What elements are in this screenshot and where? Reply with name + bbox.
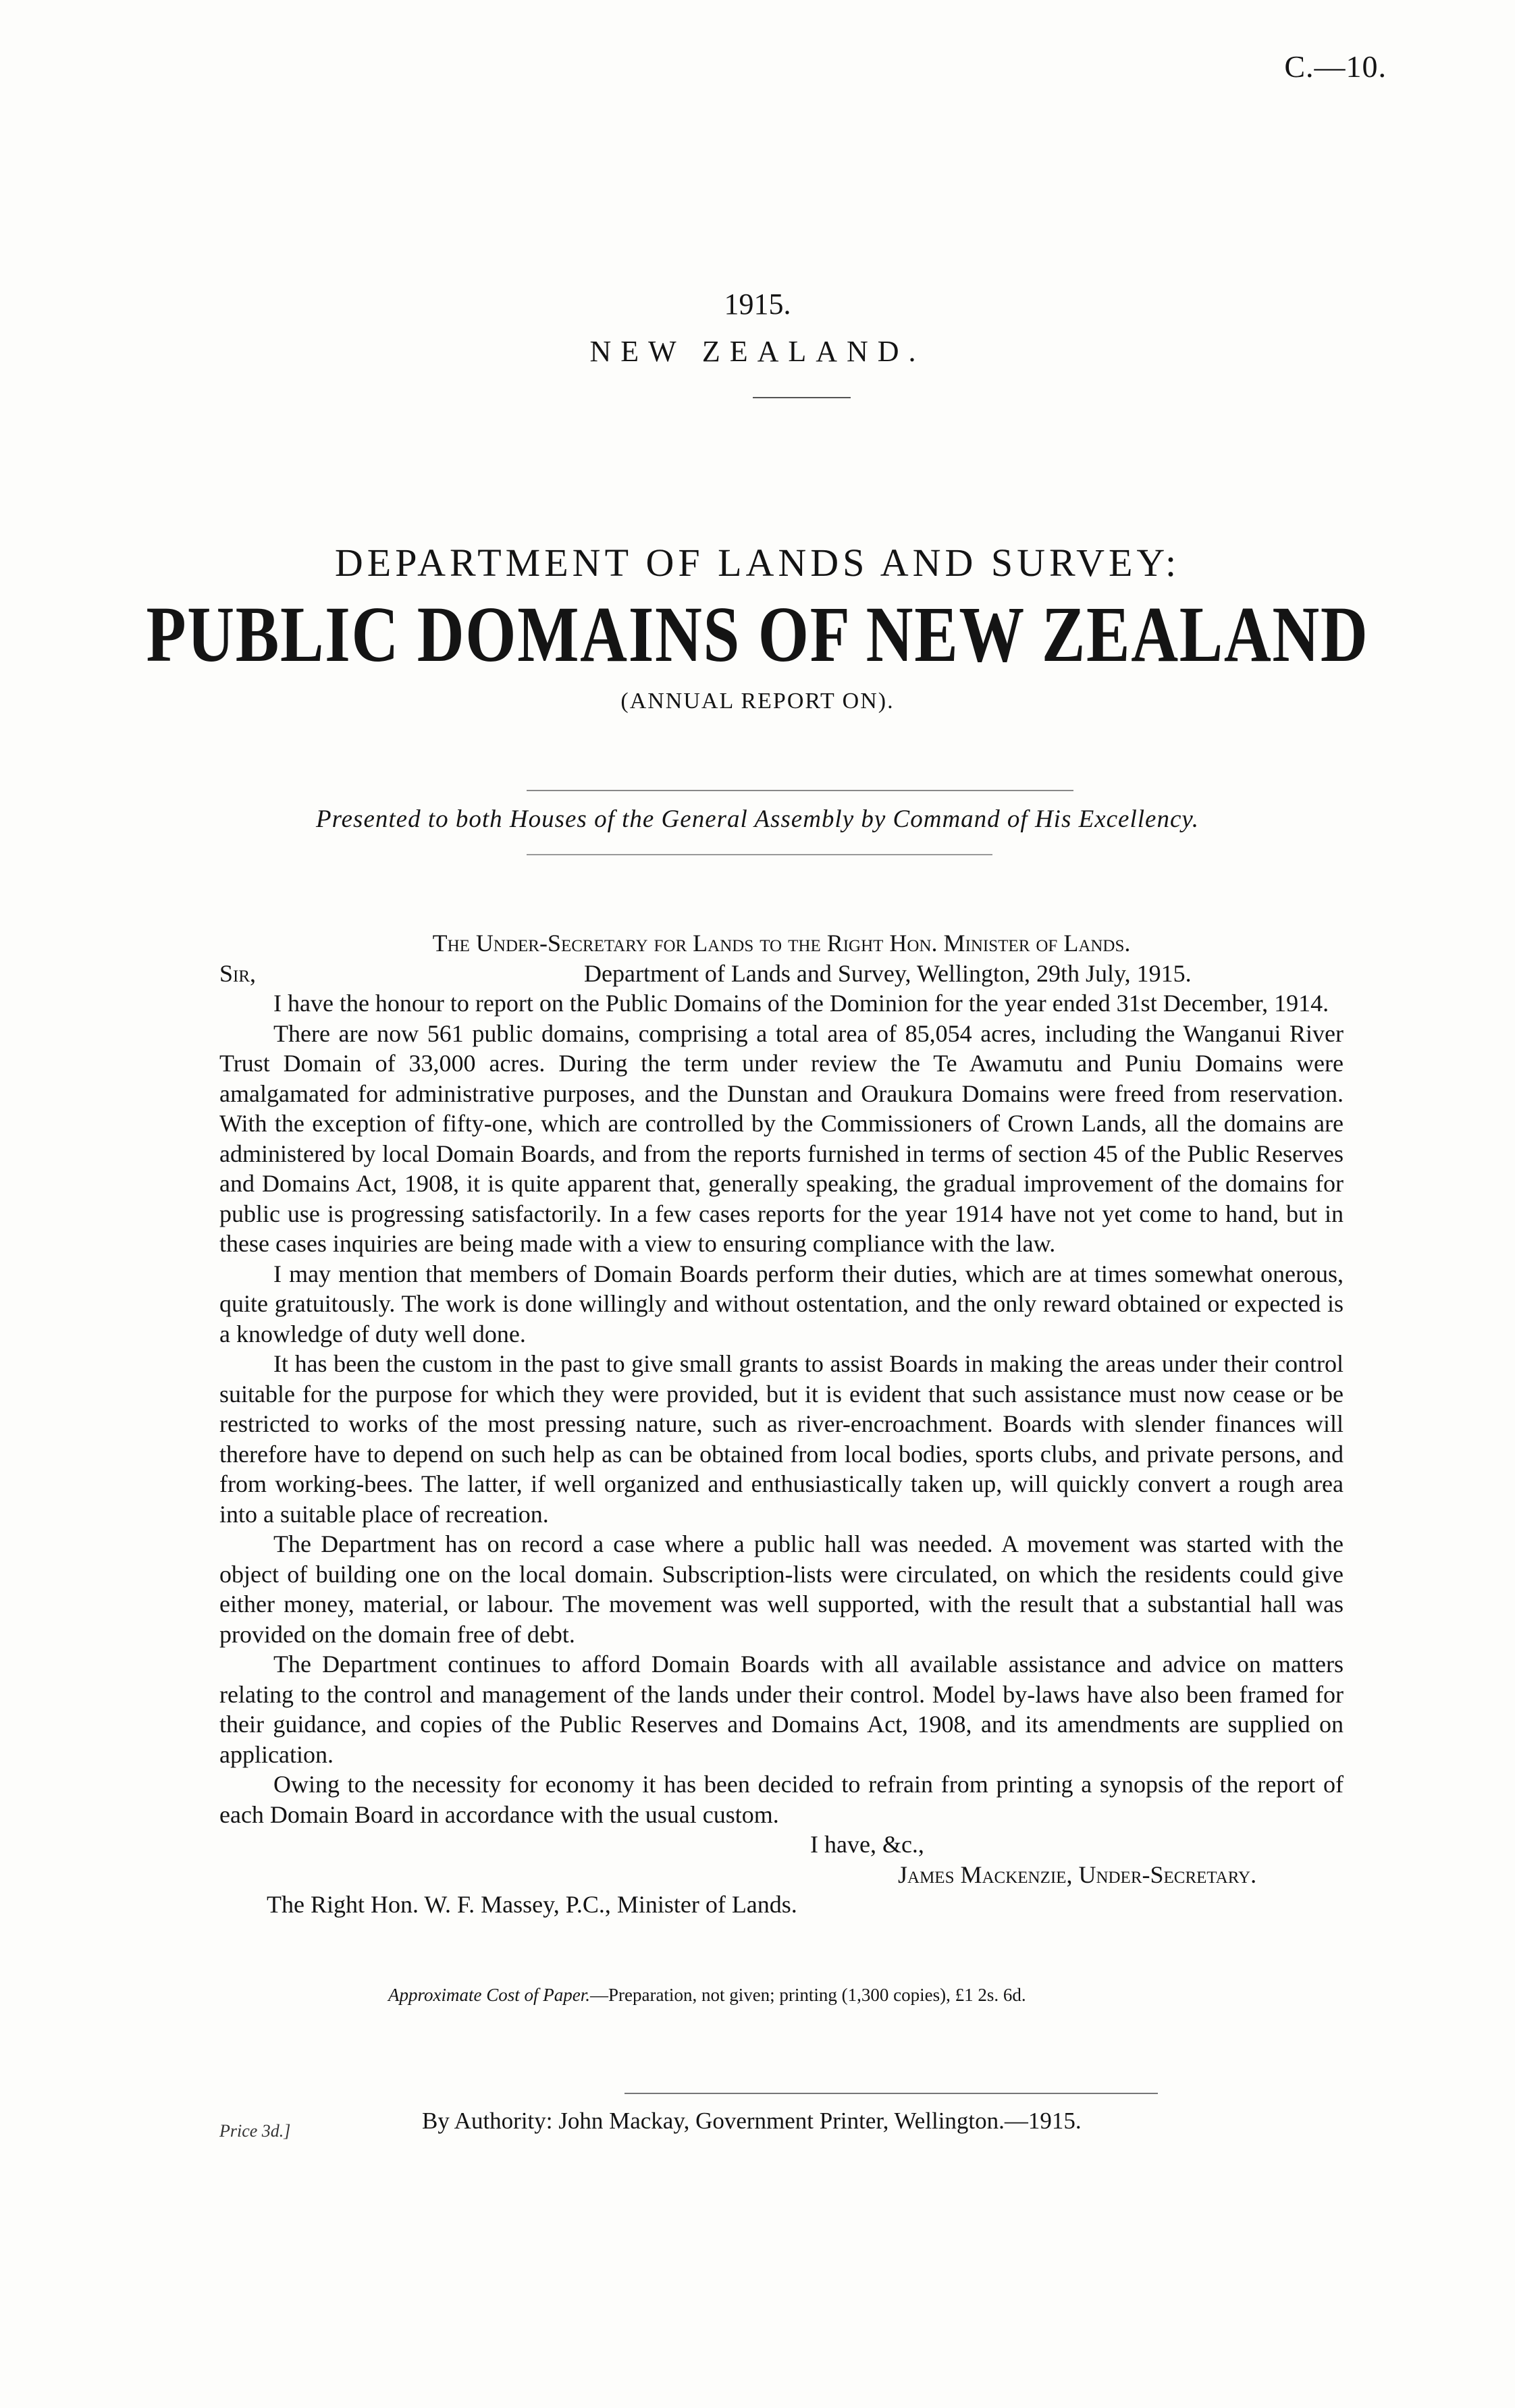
letter-heading: The Under-Secretary for Lands to the Right Hon. Minister of Lands. — [432, 930, 1131, 957]
page-code: C.—10. — [1284, 49, 1387, 84]
report-subtitle: (ANNUAL REPORT ON). — [620, 689, 895, 714]
closing: I have, &c., — [810, 1831, 924, 1858]
divider — [527, 854, 992, 855]
address-date: Department of Lands and Survey, Wellington, 29th July, 1915. — [584, 959, 1192, 987]
cost-text: —Preparation, not given; printing (1,300 copies), £1 2s. 6d. — [589, 1985, 1026, 2005]
report-title: PUBLIC DOMAINS OF NEW ZEALAND — [146, 590, 1369, 678]
divider — [624, 2093, 1158, 2094]
addressee: The Right Hon. W. F. Massey, P.C., Minister of Lands. — [267, 1891, 797, 1918]
printer-authority: By Authority: John Mackay, Government Printer, Wellington.—1915. — [422, 2108, 1082, 2134]
country-heading: NEW ZEALAND. — [589, 335, 926, 368]
paragraph: The Department has on record a case where a public hall was needed. A movement was started with the object of building one on the local domain. Subscription-lists were circulated, on which the residents could give either money, material, or labour. The movement was well supported, with the result that a substantial hall was provided on the domain free of debt. — [219, 1530, 1344, 1648]
cost-label: Approximate Cost of Paper. — [388, 1985, 590, 2005]
cost-note — [388, 1985, 1198, 2006]
paragraph: I may mention that members of Domain Boards perform their duties, which are at times somewhat onerous, quite gratuitously. The work is done willingly and without ostentation, and the only reward obtained or expected is a knowledge of duty well done. — [219, 1260, 1344, 1347]
signature: James Mackenzie, Under-Secretary. — [898, 1861, 1257, 1888]
paragraph: Owing to the necessity for economy it has been decided to refrain from printing a synopsis of the report of each Domain Board in accordance with the usual custom. — [219, 1771, 1344, 1828]
paragraph: The Department continues to afford Domain Boards with all available assistance and advice on matters relating to the control and management of the lands under their control. Model by-laws have also been framed for their guidance, and copies of the Public Reserves and Domains Act, 1908, and its amendments are supplied on application. — [219, 1651, 1344, 1768]
salutation: Sir, — [219, 959, 257, 987]
salutation-line — [219, 959, 1344, 989]
department-heading: DEPARTMENT OF LANDS AND SURVEY: — [334, 541, 1181, 585]
year: 1915. — [724, 288, 791, 321]
divider — [527, 790, 1073, 791]
letter-body — [219, 928, 1344, 1920]
divider — [753, 397, 851, 398]
paragraph: There are now 561 public domains, comprising a total area of 85,054 acres, including the Wanganui River Trust Domain of 33,000 acres. During the term under review the Te Awamutu and Puniu Domains were amalgamated for administrative purposes, and the Dunstan and Oraukura Domains were freed from reservation. With the exception of fifty-one, which are controlled by the Commissioners of Crown Lands, all the domains are administered by local Domain Boards, and from the reports furnished in terms of section 45 of the Public Reserves and Domains Act, 1908, it is quite apparent that, generally speaking, the gradual improvement of the domains for public use is progressing satisfactorily. In a few cases reports for the year 1914 have not yet come to hand, but in these cases inquiries are being made with a view to ensuring compliance with the law. — [219, 1019, 1344, 1257]
paragraph: It has been the custom in the past to give small grants to assist Boards in making the areas under their control suitable for the purpose for which they were provided, but it is evident that such assistance must now cease or be restricted to works of the most pressing nature, such as river-encroachment. Boards with slender finances will therefore have to depend on such help as can be obtained from local bodies, sports clubs, and private persons, and from working-bees. The latter, if well organized and enthusiastically taken up, will quickly convert a rough area into a suitable place of recreation. — [219, 1350, 1344, 1528]
price: Price 3d.] — [219, 2121, 291, 2141]
presented-line: Presented to both Houses of the General Assembly by Command of His Excellency. — [316, 805, 1199, 833]
paragraph: I have the honour to report on the Public Domains of the Dominion for the year ended 31st December, 1914. — [273, 990, 1329, 1017]
